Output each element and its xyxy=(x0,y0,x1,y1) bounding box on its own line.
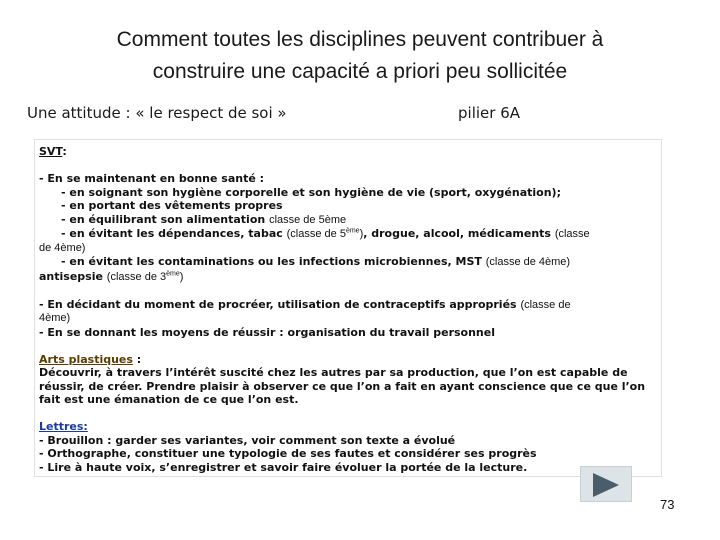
play-triangle-icon xyxy=(591,472,621,498)
arts-heading-line xyxy=(39,353,657,367)
svt-item-antisepsie-note: (classe de 3ème) xyxy=(106,269,184,283)
svt-heading-line xyxy=(39,145,657,159)
svt-heading-colon: : xyxy=(62,145,67,158)
page-number: 73 xyxy=(660,497,675,512)
arts-heading-colon: : xyxy=(132,352,142,366)
svt-intro: - En se maintenant en bonne santé : xyxy=(39,172,265,185)
svt-procreer-note2: 4ème) xyxy=(39,312,71,324)
svt-heading: SVT xyxy=(39,145,63,158)
svt-item-alimentation-text: - en équilibrant son alimentation xyxy=(61,212,266,226)
arts-heading: Arts plastiques xyxy=(39,352,133,366)
svt-reussir: - En se donnant les moyens de réussir : organisation du travail personnel xyxy=(39,325,495,339)
pillar-label: pilier 6A xyxy=(458,104,520,122)
svt-item-contaminations xyxy=(39,255,657,270)
svt-item-dependances-note: (classe de 5ème) xyxy=(286,227,364,240)
slide-title-line-1: Comment toutes les disciplines peuvent contribuer à xyxy=(116,28,604,51)
lettres-item-brouillon: - Brouillon : garder ses variantes, voir comment son texte a évolué xyxy=(39,433,456,447)
svt-item-antisepsie-text: antisepsie xyxy=(39,269,103,283)
attitude-subtitle: Une attitude : « le respect de soi » xyxy=(27,104,287,122)
svt-item-dependances-text: - en évitant les dépendances, tabac xyxy=(61,227,283,240)
svt-item-vetements: - en portant des vêtements propres xyxy=(61,199,283,212)
svt-item-antisepsie xyxy=(39,270,657,285)
content-box xyxy=(34,139,662,477)
svt-item-alimentation-note: classe de 5ème xyxy=(269,213,347,226)
lettres-item-orthographe: - Orthographe, constituer une typologie de ses fautes et considérer ses progrès xyxy=(39,447,537,460)
slide-title-line-2: construire une capacité a priori peu sollicitée xyxy=(152,60,568,83)
svt-item-contaminations-note: (classe de 4ème) xyxy=(485,256,571,268)
svt-item-dependances-rest: , drogue, alcool, médicaments xyxy=(363,227,551,240)
svt-item-dependances-note3: de 4ème) xyxy=(39,241,86,254)
svt-item-alimentation xyxy=(39,213,657,228)
svt-item-dependances-note2: (classe xyxy=(554,228,590,240)
svt-item-hygiene: - en soignant son hygiène corporelle et son hygiène de vie (sport, oxygénation); xyxy=(61,185,561,199)
svt-item-contaminations-text: - en évitant les contaminations ou les infections microbiennes, MST xyxy=(61,255,482,268)
slide-title xyxy=(40,24,680,88)
svt-procreer-text: - En décidant du moment de procréer, utilisation de contraceptifs appropriés xyxy=(39,297,517,311)
svt-procreer xyxy=(39,298,657,313)
svt-procreer-note: (classe de xyxy=(520,298,571,311)
lettres-heading: Lettres: xyxy=(39,420,88,433)
lettres-item-lecture: - Lire à haute voix, s’enregistrer et savoir faire évoluer la portée de la lecture. xyxy=(39,460,528,474)
svt-item-dependances xyxy=(39,227,657,242)
lettres-heading-line xyxy=(39,420,657,434)
arts-text: Découvrir, à travers l’intérêt suscité chez les autres par sa production, que l’on est capable de réussir, de créer. Prendre plaisir à observer ce que l’on a fait en ayant conscience que ce que l’on fait est une émanation de ce que l’on est. xyxy=(39,366,646,406)
next-slide-button[interactable] xyxy=(580,466,632,502)
